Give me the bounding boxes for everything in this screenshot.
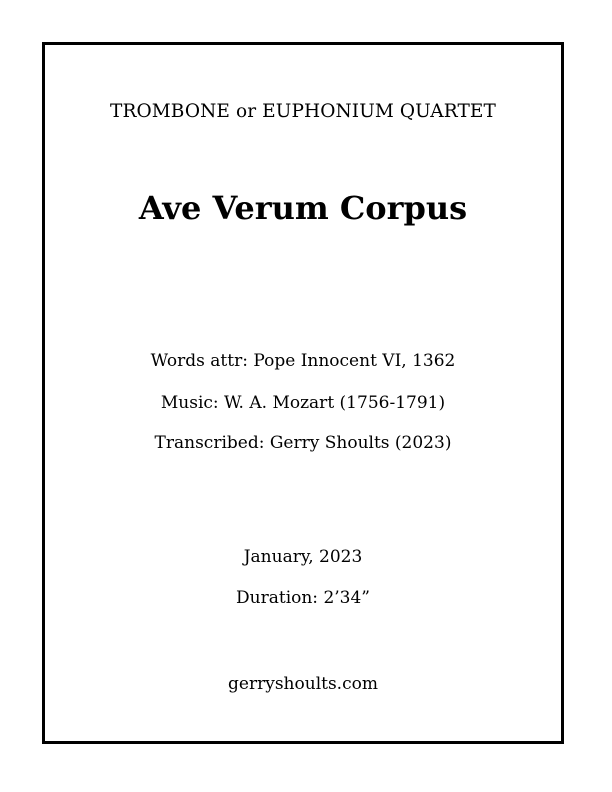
transcribed-credit: Transcribed: Gerry Shoults (2023) bbox=[154, 433, 452, 453]
duration-label: Duration: 2’34” bbox=[236, 588, 370, 608]
music-credit: Music: W. A. Mozart (1756-1791) bbox=[160, 393, 446, 413]
website-text: gerryshoults.com bbox=[228, 674, 378, 694]
ensemble-label: TROMBONE or EUPHONIUM QUARTET bbox=[110, 101, 496, 122]
piece-title: Ave Verum Corpus bbox=[138, 189, 468, 227]
publication-date: January, 2023 bbox=[243, 547, 363, 567]
page-border bbox=[42, 42, 564, 744]
words-credit: Words attr: Pope Innocent VI, 1362 bbox=[150, 351, 456, 371]
